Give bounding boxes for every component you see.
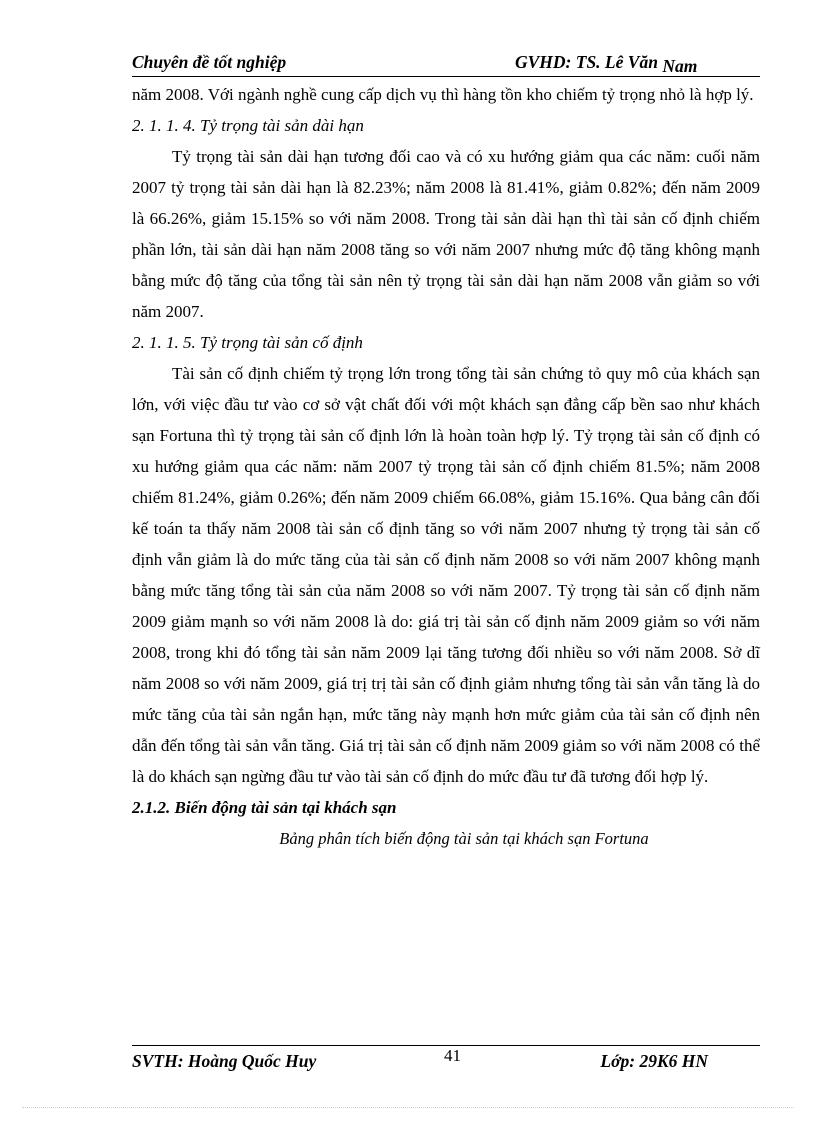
paragraph-long-term-assets: Tỷ trọng tài sản dài hạn tương đối cao và có xu hướng giảm qua các năm: cuối năm 2007 tỷ trọng tài sản dài hạn là 82.23%; năm 2008 là 81.41%, giảm 0.82%; đến năm 2009 là 66.26%, giảm 15.15% so với năm 2008. Trong tài sản dài hạn thì tài sản cố định chiếm phần lớn, tài sản dài hạn năm 2008 tăng so với năm 2007 nhưng mức độ tăng không mạnh bằng mức độ tăng của tổng tài sản nên tỷ trọng tài sản dài hạn năm 2008 vẫn giảm so với năm 2007.: [132, 147, 760, 321]
section-heading-long-term-assets: 2. 1. 1. 4. Tỷ trọng tài sản dài hạn: [132, 116, 364, 135]
footer-class: Lớp: 29K6 HN: [600, 1051, 708, 1071]
table-caption: Bảng phân tích biến động tài sản tại khách sạn Fortuna: [279, 829, 649, 848]
page-edge-divider: [22, 1107, 794, 1108]
page-number: 41: [444, 1046, 461, 1065]
paragraph-fixed-assets: Tài sản cố định chiếm tỷ trọng lớn trong tổng tài sản chứng tỏ quy mô của khách sạn lớn, với việc đầu tư vào cơ sở vật chất đối với một khách sạn đẳng cấp bền sao như khách sạn Fortuna thì tỷ trọng tài sản cố định lớn là hoàn toàn hợp lý. Tỷ trọng tài sản cố định có xu hướng giảm qua các năm: năm 2007 tỷ trọng tài sản cố định chiếm 81.5%; năm 2008 chiếm 81.24%, giảm 0.26%; đến năm 2009 chiếm 66.08%, giảm 15.16%. Qua bảng cân đối kế toán ta thấy năm 2008 tài sản cố định tăng so với năm 2007 nhưng tỷ trọng tài sản cố định vẫn giảm là do mức tăng của tài sản cố định năm 2008 so với năm 2007 không mạnh bằng mức tăng tổng tài sản của năm 2008 so với năm 2007. Tỷ trọng tài sản cố định năm 2009 giảm mạnh so với năm 2008 là do: giá trị tài sản cố định năm 2009 giảm so với năm 2008, trong khi đó tổng tài sản năm 2009 lại tăng tương đối nhiều so với năm 2008. Sở dĩ năm 2008 so với năm 2009, giá trị trị tài sản cố định giảm nhưng tổng tài sản vẫn tăng là do mức tăng của tài sản ngắn hạn, mức tăng này mạnh hơn mức giảm của tài sản cố định nên dẫn đến tổng tài sản vẫn tăng. Giá trị tài sản cố định năm 2009 giảm so với năm 2008 có thể là do khách sạn ngừng đầu tư vào tài sản cố định do mức đầu tư đã tương đối hợp lý.: [132, 364, 760, 786]
header-supervisor-main: GVHD: TS. Lê Văn: [515, 52, 663, 72]
page-header: [132, 52, 760, 77]
section-heading-asset-changes: 2.1.2. Biến động tài sản tại khách sạn: [132, 798, 397, 817]
section-heading-fixed-assets: 2. 1. 1. 5. Tỷ trọng tài sản cố định: [132, 333, 363, 352]
header-supervisor: [515, 52, 698, 76]
page-content: [132, 79, 760, 854]
header-supervisor-surname: Nam: [662, 56, 698, 76]
page-footer: [132, 1045, 760, 1076]
footer-student: SVTH: Hoàng Quốc Huy: [132, 1051, 317, 1071]
header-title: Chuyên đề tốt nghiệp: [132, 52, 287, 72]
paragraph-inventory: năm 2008. Với ngành nghề cung cấp dịch vụ thì hàng tồn kho chiếm tỷ trọng nhỏ là hợp lý.: [132, 85, 754, 104]
